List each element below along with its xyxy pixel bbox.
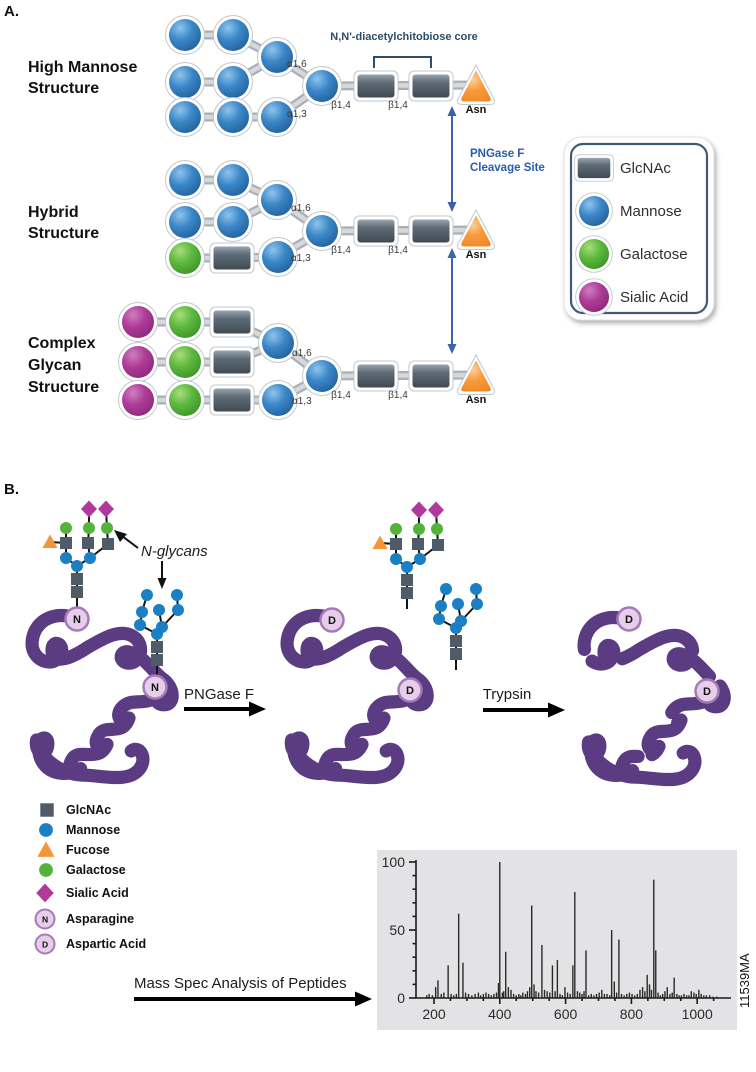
asparagine-residue: [66, 608, 89, 631]
complex-glycan: [373, 502, 445, 610]
glcnac-icon: [102, 538, 114, 550]
x-tick-label: 200: [422, 1006, 446, 1022]
structure-name-line: Structure: [28, 80, 100, 97]
glcnac-icon: [354, 71, 398, 101]
asparagine-residue: [144, 676, 167, 699]
aspartic-acid-residue: [321, 609, 344, 632]
mannose-icon: [136, 606, 148, 618]
y-tick-label: 0: [397, 990, 405, 1006]
mannose-icon: [214, 63, 253, 102]
mannose-icon: [435, 600, 447, 612]
mass-spec-arrowhead: [355, 992, 372, 1007]
mannose-icon: [84, 552, 96, 564]
nglycans-label: N-glycans: [141, 543, 208, 560]
glcnac-icon: [432, 539, 444, 551]
galactose-icon: [166, 303, 205, 342]
glcnac-icon: [401, 587, 413, 599]
mannose-icon: [452, 598, 464, 610]
linkage-a16: α1,6: [287, 59, 307, 70]
chitobiose-bracket: [374, 57, 431, 68]
glcnac-icon: [151, 654, 163, 666]
glcnac-icon: [409, 71, 453, 101]
legend-label: Galactose: [66, 863, 126, 877]
galactose-icon: [166, 343, 205, 382]
mannose-icon: [470, 583, 482, 595]
structure-name-line: Structure: [28, 379, 100, 396]
galactose-icon: [431, 523, 443, 535]
glcnac-icon: [210, 347, 254, 377]
aspartic-acid-residue: [618, 608, 641, 631]
sialic-acid-icon: [81, 501, 97, 518]
svg-text:D: D: [328, 615, 336, 627]
glcnac-icon: [71, 573, 83, 585]
galactose-icon: [166, 381, 205, 420]
legend-label: Mannose: [66, 823, 121, 837]
mannose-icon: [141, 589, 153, 601]
asn-label: Asn: [465, 249, 487, 261]
mannose-icon: [71, 560, 83, 572]
glcnac-square-icon: [40, 803, 53, 816]
x-tick-label: 800: [619, 1006, 644, 1022]
mannose-icon: [214, 98, 253, 137]
glcnac-icon: [210, 385, 254, 415]
aspartic-acid-residue: [696, 680, 719, 703]
sialic-acid-icon: [428, 502, 444, 519]
glcnac-icon: [82, 537, 94, 549]
mass-spectrum: [377, 850, 737, 1030]
asparagine-residue-icon: [36, 910, 55, 929]
x-tick-label: 400: [488, 1006, 512, 1022]
spectrum-background: [377, 850, 737, 1030]
svg-text:D: D: [41, 939, 49, 950]
mass-spec-step: [134, 975, 372, 1007]
mannose-icon: [172, 604, 184, 616]
mannose-icon: [401, 561, 413, 573]
structure-name-complex: [28, 335, 99, 396]
linkage-a13: α1,3: [291, 253, 311, 264]
figure-id: 11539MA: [737, 953, 752, 1008]
y-tick-label: 100: [381, 854, 405, 870]
mannose-icon: [166, 63, 205, 102]
asn-label: Asn: [465, 104, 487, 116]
y-tick-label: 50: [389, 922, 405, 938]
svg-text:N: N: [73, 614, 81, 626]
hybrid-structure: [166, 161, 495, 278]
linkage-a13: α1,3: [287, 109, 307, 120]
legend-label: Galactose: [620, 246, 688, 263]
structure-name-hybrid: [28, 204, 99, 242]
legend-panel-a: [564, 137, 714, 320]
trypsin-arrowhead: [548, 703, 565, 718]
sialic-acid-icon: [98, 501, 114, 518]
fucose-icon: [373, 536, 388, 550]
mannose-icon: [455, 615, 467, 627]
legend-label: Mannose: [620, 203, 682, 220]
mannose-icon: [471, 598, 483, 610]
linkage-b14: β1,4: [331, 245, 351, 256]
mannose-icon: [433, 613, 445, 625]
glcnac-icon: [450, 635, 462, 647]
sialic-acid-icon: [119, 343, 158, 382]
glcnac-icon: [390, 538, 402, 550]
mannose-icon: [258, 38, 297, 77]
cleavage-site-label: PNGase F: [470, 148, 525, 160]
mannose-icon: [166, 161, 205, 200]
mannose-icon: [153, 604, 165, 616]
legend-label: Aspartic Acid: [66, 937, 147, 951]
galactose-icon: [413, 523, 425, 535]
fucose-triangle-icon: [37, 841, 54, 857]
galactose-icon: [101, 522, 113, 534]
aspartic-acid-residue: [399, 679, 422, 702]
glcnac-icon: [409, 361, 453, 391]
mannose-icon: [440, 583, 452, 595]
glcnac-square-icon: [575, 155, 614, 181]
mass-spec-step-label: Mass Spec Analysis of Peptides: [134, 975, 347, 992]
structure-name-line: Structure: [28, 225, 100, 242]
linkage-b14: β1,4: [388, 100, 408, 111]
svg-text:D: D: [703, 686, 711, 698]
mannose-icon: [166, 98, 205, 137]
glcnac-icon: [401, 574, 413, 586]
mannose-icon: [166, 203, 205, 242]
legend-label: Sialic Acid: [620, 289, 689, 306]
linkage-a16: α1,6: [291, 203, 311, 214]
legend-label: Asparagine: [66, 912, 135, 926]
mannose-icon: [156, 621, 168, 633]
mannose-icon: [214, 203, 253, 242]
highman-glycan: [433, 583, 483, 670]
sialic-acid-icon: [411, 502, 427, 519]
linkage-b14: β1,4: [331, 390, 351, 401]
structure-name-line: High Mannose: [28, 59, 138, 76]
glcnac-icon: [210, 243, 254, 273]
mannose-circle-icon: [39, 823, 53, 837]
linkage-b14: β1,4: [388, 245, 408, 256]
mannose-circle-icon: [576, 193, 613, 230]
galactose-icon: [390, 523, 402, 535]
x-tick-label: 600: [553, 1006, 578, 1022]
glcnac-icon: [60, 537, 72, 549]
pngase-step: [184, 686, 266, 717]
x-tick-label: 1000: [681, 1006, 713, 1022]
glcnac-icon: [151, 641, 163, 653]
panel-b-label: B.: [4, 481, 19, 498]
sialic-acid-icon: [119, 381, 158, 420]
sialic-acid-circle-icon: [576, 279, 613, 316]
mannose-icon: [166, 16, 205, 55]
panel-a-label: A.: [4, 3, 19, 20]
linkage-b14: β1,4: [331, 100, 351, 111]
legend-panel-b: [36, 803, 147, 954]
svg-text:D: D: [406, 685, 414, 697]
mannose-icon: [214, 16, 253, 55]
legend-label: GlcNAc: [66, 803, 112, 817]
galactose-circle-icon: [576, 236, 613, 273]
legend-label: Fucose: [66, 843, 110, 857]
svg-text:N: N: [41, 914, 49, 925]
glcnac-icon: [412, 538, 424, 550]
pngase-arrowhead: [249, 702, 266, 717]
asn-label: Asn: [465, 394, 487, 406]
structure-name-high-mannose: [28, 59, 137, 97]
mannose-icon: [414, 553, 426, 565]
galactose-icon: [83, 522, 95, 534]
trypsin-step: [483, 686, 565, 718]
mannose-icon: [390, 553, 402, 565]
aspartic-acid-residue-icon: [36, 935, 55, 954]
galactose-circle-icon: [39, 863, 53, 877]
glcnac-icon: [354, 361, 398, 391]
svg-text:N: N: [151, 682, 159, 694]
glcnac-icon: [409, 216, 453, 246]
structure-name-line: Complex: [28, 335, 96, 352]
mannose-icon: [134, 619, 146, 631]
glcnac-icon: [450, 648, 462, 660]
chitobiose-core-label: N,N'-diacetylchitobiose core: [330, 31, 478, 43]
galactose-icon: [166, 239, 205, 278]
svg-text:D: D: [625, 614, 633, 626]
legend-label: Sialic Acid: [66, 886, 129, 900]
trypsin-step-label: Trypsin: [482, 686, 532, 703]
workflow-diagram: [32, 501, 724, 780]
glcnac-icon: [354, 216, 398, 246]
pngase-step-label: PNGase F: [183, 686, 255, 703]
glcnac-icon: [71, 586, 83, 598]
sialic-acid-diamond-icon: [36, 884, 54, 903]
linkage-b14: β1,4: [388, 390, 408, 401]
structure-name-line: Hybrid: [28, 204, 79, 221]
glcnac-icon: [210, 307, 254, 337]
sialic-acid-icon: [119, 303, 158, 342]
mannose-icon: [214, 161, 253, 200]
cleavage-site-label: Cleavage Site: [470, 162, 545, 174]
legend-label: GlcNAc: [620, 160, 671, 177]
complex-glycan: [43, 501, 115, 609]
structure-name-line: Glycan: [28, 357, 82, 374]
fucose-icon: [43, 535, 58, 549]
mannose-icon: [60, 552, 72, 564]
linkage-a13: α1,3: [292, 396, 312, 407]
galactose-icon: [60, 522, 72, 534]
linkage-a16: α1,6: [292, 348, 312, 359]
mannose-icon: [171, 589, 183, 601]
